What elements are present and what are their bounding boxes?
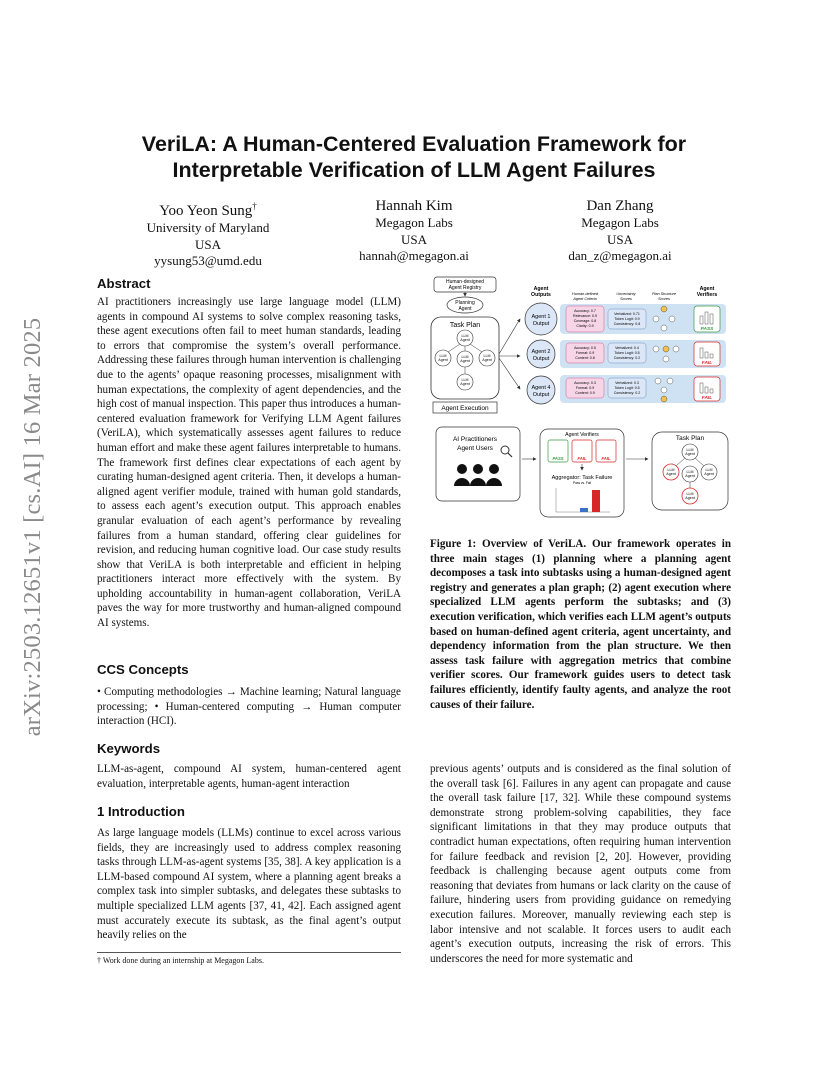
criteria-line: Accuracy: 0.7: [574, 309, 596, 313]
registry-line: Human-designed: [445, 279, 485, 285]
uncertainty-line: Verbalized: 0.4: [615, 346, 639, 350]
uncertainty-line: Token Logit: 0.9: [614, 317, 640, 321]
aggregator-label: Aggregator: Task Failure: [551, 475, 613, 481]
verdict-fail: FAIL: [601, 456, 611, 461]
bottom-task-plan-label: Task Plan: [675, 435, 705, 442]
figure-caption: Figure 1: Overview of VeriLA. Our framework operates in three main stages (1) planning where a planning agent decomposes a task into subtasks using a human-designed agent registry and generates a plan graph; (2) agent execution where specialized LLM agents perform the subtasks; and (3) execution verification, which verifies each LLM agent’s outputs based on human-defined agent criteria, agent uncertainty, and dependency information from the plan structure. We then assess task failure with aggregation metrics that combine verifier scores. Our framework guides users to detect task failures efficiently, identify faulty agents, and analyze the root causes of their failure.: [430, 538, 731, 711]
author-country: USA: [194, 236, 221, 252]
criteria-line: Coverage: 0.8: [573, 319, 597, 323]
structure-node: [663, 346, 669, 352]
mini-bar-pass: [580, 508, 588, 512]
row-3: [527, 375, 726, 404]
agent-execution-label: Agent Execution: [441, 405, 489, 412]
llm-label: LLM Agent: [460, 355, 470, 363]
uncertainty-line: Verbalized: 0.71: [614, 312, 640, 316]
agent-verifiers-heading: Agent Verifiers: [696, 286, 718, 298]
criteria-line: Relevance: 0.9: [573, 314, 597, 318]
structure-node: [655, 378, 661, 384]
ccs-heading: CCS Concepts: [97, 662, 189, 677]
author-email: hannah@megagon.ai: [359, 248, 469, 263]
uncertainty-line: Consistency: 0.2: [613, 391, 641, 395]
figure-1: [428, 274, 732, 536]
uncertainty-line: Verbalized: 0.3: [615, 381, 639, 385]
author-affiliation: Megagon Labs: [581, 215, 659, 230]
ccs-text: • Computing methodologies → Machine learning; Natural language processing; • Human-centered computing → Human computer interaction (HCI).: [97, 686, 401, 728]
llm-label: LLM Agent: [685, 470, 695, 478]
structure-node: [653, 346, 659, 352]
structure-node: [673, 346, 679, 352]
structure-node: [669, 316, 675, 322]
criteria-scores: [573, 309, 597, 328]
structure-node: [661, 396, 667, 402]
uncertainty-scores: [614, 312, 641, 326]
author-block-1: [108, 197, 308, 270]
uncertainty-line: Token Logit: 0.5: [614, 386, 640, 390]
uncertainty-line: Consistency: 0.8: [613, 322, 641, 326]
practitioners-label: AI Practitioners Agent Users: [452, 436, 498, 452]
author-country: USA: [606, 231, 633, 247]
arrow: [499, 319, 520, 354]
author-affiliation: Megagon Labs: [375, 215, 453, 230]
author-mark: †: [252, 201, 257, 211]
criteria-line: Format: 0.9: [575, 386, 595, 390]
uncertainty-heading: Uncertainty Scores: [616, 292, 636, 301]
author-name: Yoo Yeon Sung: [159, 203, 253, 219]
intro-text: As large language models (LLMs) continue to excel across various fields, they are increasingly used to address complex reasoning tasks through LLM-as-agent systems [35, 38]. A key application is a LLM-based compound AI system, where a planning agent breaks a complex task into simpler subtasks, and delegates these subtasks to multiple specialized LLM agents [37, 41, 42]. Each assigned agent must accurately execute its subtask, as the final agent’s output heavily relies on the: [97, 827, 401, 942]
structure-node: [667, 378, 673, 384]
title-line-2: Interpretable Verification of LLM Agent Failures: [172, 158, 656, 182]
author-country: USA: [400, 231, 427, 247]
intro-heading: 1 Introduction: [97, 804, 185, 819]
llm-label: LLM Agent: [704, 468, 714, 476]
llm-label: LLM Agent: [685, 448, 695, 456]
agent-output-label: Agent 1 Output: [531, 314, 551, 327]
verdict-fail: FAIL: [701, 396, 713, 401]
task-plan-label: Task Plan: [449, 322, 481, 329]
arrow: [499, 358, 520, 389]
structure-node: [663, 356, 669, 362]
criteria-line: Format: 0.9: [575, 351, 595, 355]
author-block-2: [314, 197, 514, 265]
figure-1-diagram: [428, 274, 732, 536]
footnote: † Work done during an internship at Megagon Labs.: [97, 956, 264, 965]
author-name: Hannah Kim: [375, 198, 453, 214]
uncertainty-scores: [614, 381, 641, 395]
title-line-1: VeriLA: A Human-Centered Evaluation Framework for: [141, 132, 687, 156]
user-icon: [489, 464, 499, 474]
criteria-line: Clarity: 0.9: [576, 324, 594, 328]
row-1: [525, 303, 726, 335]
footnote-rule: [97, 952, 401, 953]
criteria-line: Accuracy: 0.5: [574, 346, 596, 350]
verdict-fail: FAIL: [577, 456, 587, 461]
bottom-verifiers-label: Agent Verifiers: [565, 432, 599, 438]
structure-node: [661, 306, 667, 312]
llm-label: LLM Agent: [685, 492, 695, 500]
criteria-line: Accuracy: 0.3: [574, 381, 596, 385]
author-affiliation: University of Maryland: [146, 220, 270, 235]
mini-bar-fail: [592, 490, 600, 512]
criteria-line: Content: 0.8: [575, 356, 595, 360]
keywords-text: LLM-as-agent, compound AI system, human-centered agent evaluation, interpretable agents, human-agent interaction: [97, 763, 401, 790]
verdict-pass: PASS: [552, 456, 564, 461]
registry-line: Agent Registry: [448, 285, 482, 291]
criteria-heading: Human-defined Agent Criteria: [572, 292, 598, 301]
user-icon: [473, 464, 483, 474]
criteria-line: Content: 0.9: [575, 391, 595, 395]
uncertainty-line: Token Logit: 0.5: [614, 351, 640, 355]
agent-outputs-heading: Agent Outputs: [531, 286, 551, 298]
row-2: [527, 340, 726, 368]
abstract-heading: Abstract: [97, 276, 151, 291]
right-column-text: previous agents’ outputs and is considered as the final solution of the overall task [6]. Failures in any agent can propagate and cause the overall task failure [17, 32]. While these compound systems demonstrate strong problem-solving capabilities, they face significant limitations in that they may produce outputs that contradict human expectations, often requiring human intervention for failure feedback and revision [2, 20]. However, providing feedback is challenging because agent outputs come from reasoning that deviates from humans or lack clarity on the cause of failure, hindering users from providing guidance on remedying execution failures. Moreover, manually reviewing each step is labor intensive and not scalable. It forces users to audit each agent’s execution outputs, increasing the risk of errors. This underscores the need for more systematic and: [430, 763, 731, 965]
uncertainty-line: Consistency: 0.2: [613, 356, 641, 360]
verdict-fail: FAIL: [701, 361, 713, 366]
criteria-scores: [574, 381, 596, 395]
arxiv-stamp: [16, 292, 50, 762]
llm-label: LLM Agent: [460, 334, 470, 342]
agent-output-label: Agent 2 Output: [531, 349, 551, 362]
structure-node: [653, 316, 659, 322]
criteria-scores: [574, 346, 596, 360]
user-icon: [457, 464, 467, 474]
verdict-pass: PASS: [700, 327, 714, 332]
structure-heading: Plan Structure Scores: [651, 292, 677, 301]
llm-label: LLM Agent: [482, 354, 492, 362]
paper-title: [90, 131, 738, 183]
planning-agent-label: Planning Agent: [455, 300, 475, 312]
author-email: yysung53@umd.edu: [154, 253, 262, 268]
author-block-3: [520, 197, 720, 265]
agent-output-label: Agent 4 Output: [531, 385, 551, 398]
arxiv-id: arXiv:2503.12651v1 [cs.AI] 16 Mar 2025: [19, 317, 46, 737]
structure-node: [661, 325, 667, 331]
keywords-heading: Keywords: [97, 741, 161, 756]
llm-label: LLM Agent: [460, 378, 470, 386]
registry-label: [446, 279, 484, 291]
structure-node: [661, 387, 667, 393]
uncertainty-scores: [614, 346, 641, 360]
llm-label: LLM Agent: [438, 354, 448, 362]
llm-label: LLM Agent: [666, 468, 676, 476]
author-name: Dan Zhang: [586, 198, 654, 214]
abstract-text: AI practitioners increasingly use large language model (LLM) agents in compound AI systems to solve complex reasoning tasks, these agent executions often fail to meet human standards, leading to errors that compromise the system’s overall performance. Addressing these failures through human intervention is challenging due to the agents’ opaque reasoning processes, misalignment with human expectations, the complexity of agent dependencies, and the high cost of manual inspection. This paper thus introduces a human-centered evaluation framework for Verifying LLM Agent failures (VeriLA), which systematically assesses agent failures to reduce human effort and make these agent failures interpretable to humans. The framework first defines clear expectations of each agent by curating human-designed agent criteria. Then, it develops a human-aligned agent verifier module, trained with human gold standards, to assess each agent’s execution output. This approach enables granular evaluation of each agent’s performance by revealing failures from a human standard, offering clear guidelines for revision, and reducing human cognitive load. Our case study results show that VeriLA is both interpretable and efficient in helping practitioners interact more effectively with the system. By upholding accountability in human-agent collaboration, VeriLA paves the way for more trustworthy and human-aligned compound AI systems.: [97, 296, 401, 630]
author-email: dan_z@megagon.ai: [568, 248, 672, 263]
aggregator-sub: Pass vs. Fail: [572, 481, 592, 485]
